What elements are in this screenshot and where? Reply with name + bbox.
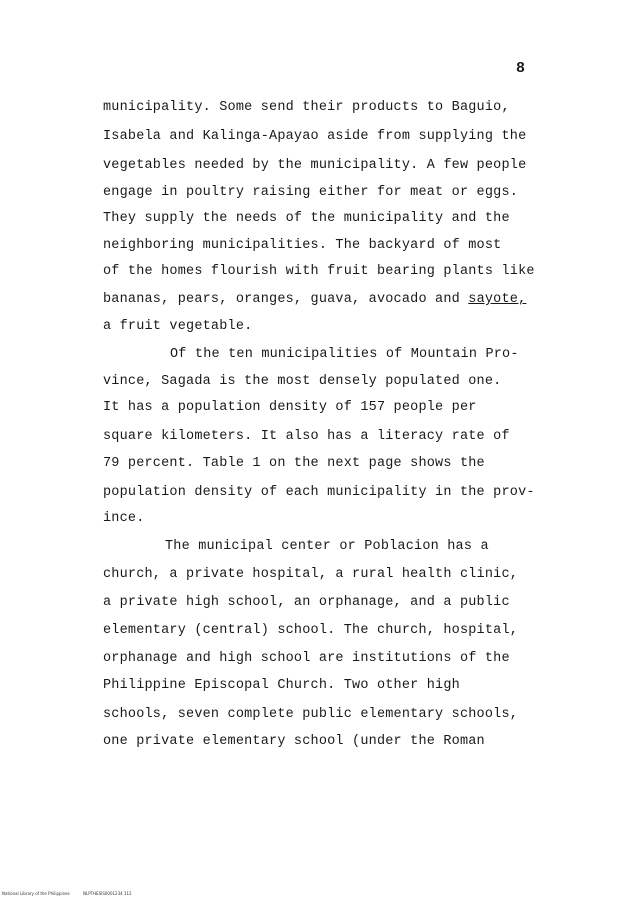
underlined-word: sayote,: [468, 292, 527, 307]
text-line: church, a private hospital, a rural health clinic,: [103, 567, 519, 582]
text-line: They supply the needs of the municipality and the: [103, 211, 510, 226]
text-line: ince.: [103, 511, 145, 526]
text-segment: bananas, pears, oranges, guava, avocado and: [103, 292, 469, 307]
text-line: elementary (central) school. The church, hospital,: [103, 623, 519, 638]
text-line: [103, 291, 526, 309]
paragraph-start-line: Of the ten municipalities of Mountain Pro-: [170, 347, 519, 362]
text-line: population density of each municipality in the prov-: [103, 485, 535, 500]
text-line: schools, seven complete public elementary schools,: [103, 707, 519, 722]
page-number: 8: [516, 60, 526, 77]
text-line: neighboring municipalities. The backyard of most: [103, 238, 502, 253]
footer-code: NLPTHESIS0001234 112: [83, 891, 132, 896]
text-line: one private elementary school (under the Roman: [103, 734, 485, 749]
text-line: municipality. Some send their products to Baguio,: [103, 100, 510, 115]
text-line: It has a population density of 157 people per: [103, 400, 477, 415]
text-line: a fruit vegetable.: [103, 319, 253, 334]
text-line: Isabela and Kalinga-Apayao aside from supplying the: [103, 129, 527, 144]
text-line: square kilometers. It also has a literacy rate of: [103, 429, 510, 444]
text-line: vince, Sagada is the most densely populated one.: [103, 374, 502, 389]
text-line: 79 percent. Table 1 on the next page shows the: [103, 456, 485, 471]
paragraph-start-line: The municipal center or Poblacion has a: [165, 539, 489, 554]
text-line: of the homes flourish with fruit bearing plants like: [103, 264, 535, 279]
text-line: orphanage and high school are institutions of the: [103, 651, 510, 666]
footer-watermark: [2, 891, 144, 896]
text-line: engage in poultry raising either for meat or eggs.: [103, 185, 519, 200]
text-line: Philippine Episcopal Church. Two other high: [103, 678, 460, 693]
text-line: vegetables needed by the municipality. A few people: [103, 158, 527, 173]
footer-source: National Library of the Philippines: [2, 891, 70, 896]
text-line: a private high school, an orphanage, and a public: [103, 595, 510, 610]
